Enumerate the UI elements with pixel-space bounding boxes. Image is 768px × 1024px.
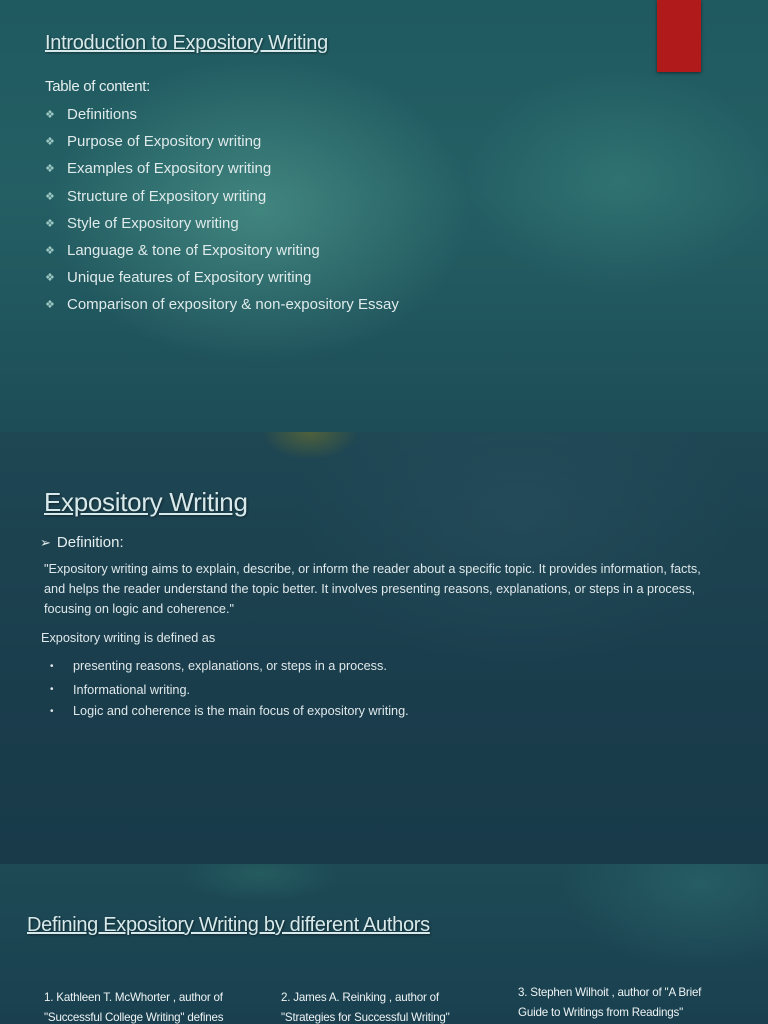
diamond-bullet-icon: ❖ <box>45 217 55 230</box>
toc-item-label: Language & tone of Expository writing <box>67 242 320 260</box>
bullet-dot-icon: • <box>50 684 54 695</box>
bullet-dot-icon: • <box>50 705 54 717</box>
toc-item-label: Style of Expository writing <box>67 214 239 232</box>
bullet-dot-icon: • <box>50 660 54 672</box>
toc-item-label: Examples of Expository writing <box>67 160 272 178</box>
list-item <box>50 654 409 678</box>
definition-quote: "Expository writing aims to explain, describe, or inform the reader about a specific topic. It provides information, facts, and helps the reader understand the topic better. It involves presenting reasons, explanations, or steps in a process, focusing on logic and coherence." <box>44 562 701 616</box>
list-item <box>50 678 409 701</box>
diamond-bullet-icon: ❖ <box>45 299 55 312</box>
slide-title: Defining Expository Writing by different Authors <box>27 914 430 936</box>
table-of-content-list <box>45 101 399 319</box>
diamond-bullet-icon: ❖ <box>45 272 55 285</box>
author-definition-2: 2. James A. Reinking , author of "Strategies for Successful Writing" <box>281 991 450 1024</box>
toc-item <box>45 237 399 264</box>
point-text: Informational writing. <box>73 682 191 697</box>
point-text: Logic and coherence is the main focus of expository writing. <box>73 704 409 718</box>
slide-authors <box>0 864 768 1024</box>
author-definition-1: 1. Kathleen T. McWhorter , author of "Successful College Writing" defines <box>44 991 224 1024</box>
defined-as-text: Expository writing is defined as <box>41 631 216 645</box>
toc-item <box>45 155 399 182</box>
definition-label: Definition: <box>56 534 124 551</box>
toc-item-label: Comparison of expository & non-expository Essay <box>67 296 399 314</box>
toc-item <box>45 101 399 128</box>
toc-item-label: Unique features of Expository writing <box>67 269 312 287</box>
definition-heading <box>40 534 124 551</box>
diamond-bullet-icon: ❖ <box>45 245 55 258</box>
point-text: presenting reasons, explanations, or steps in a process. <box>73 659 387 673</box>
slide-title: Introduction to Expository Writing <box>45 32 328 54</box>
diamond-bullet-icon: ❖ <box>45 136 55 149</box>
diamond-bullet-icon: ❖ <box>45 109 55 122</box>
arrow-bullet-icon: ➢ <box>40 535 51 550</box>
toc-item <box>45 291 399 318</box>
author-definition-3: 3. Stephen Wilhoit , author of "A Brief Guide to Writings from Readings" <box>518 986 702 1019</box>
slide-introduction <box>0 0 768 432</box>
toc-item <box>45 210 399 237</box>
toc-item <box>45 183 399 210</box>
table-of-content-label: Table of content: <box>45 78 150 95</box>
diamond-bullet-icon: ❖ <box>45 190 55 203</box>
slide-title: Expository Writing <box>44 487 248 517</box>
definition-points <box>50 654 409 721</box>
list-item <box>50 701 409 721</box>
toc-item <box>45 128 399 155</box>
toc-item-label: Purpose of Expository writing <box>67 133 262 151</box>
red-accent-tab <box>657 0 701 72</box>
toc-item-label: Structure of Expository writing <box>67 187 267 205</box>
slide-expository-writing <box>0 432 768 864</box>
toc-item-label: Definitions <box>67 106 138 124</box>
toc-item <box>45 264 399 291</box>
diamond-bullet-icon: ❖ <box>45 163 55 176</box>
